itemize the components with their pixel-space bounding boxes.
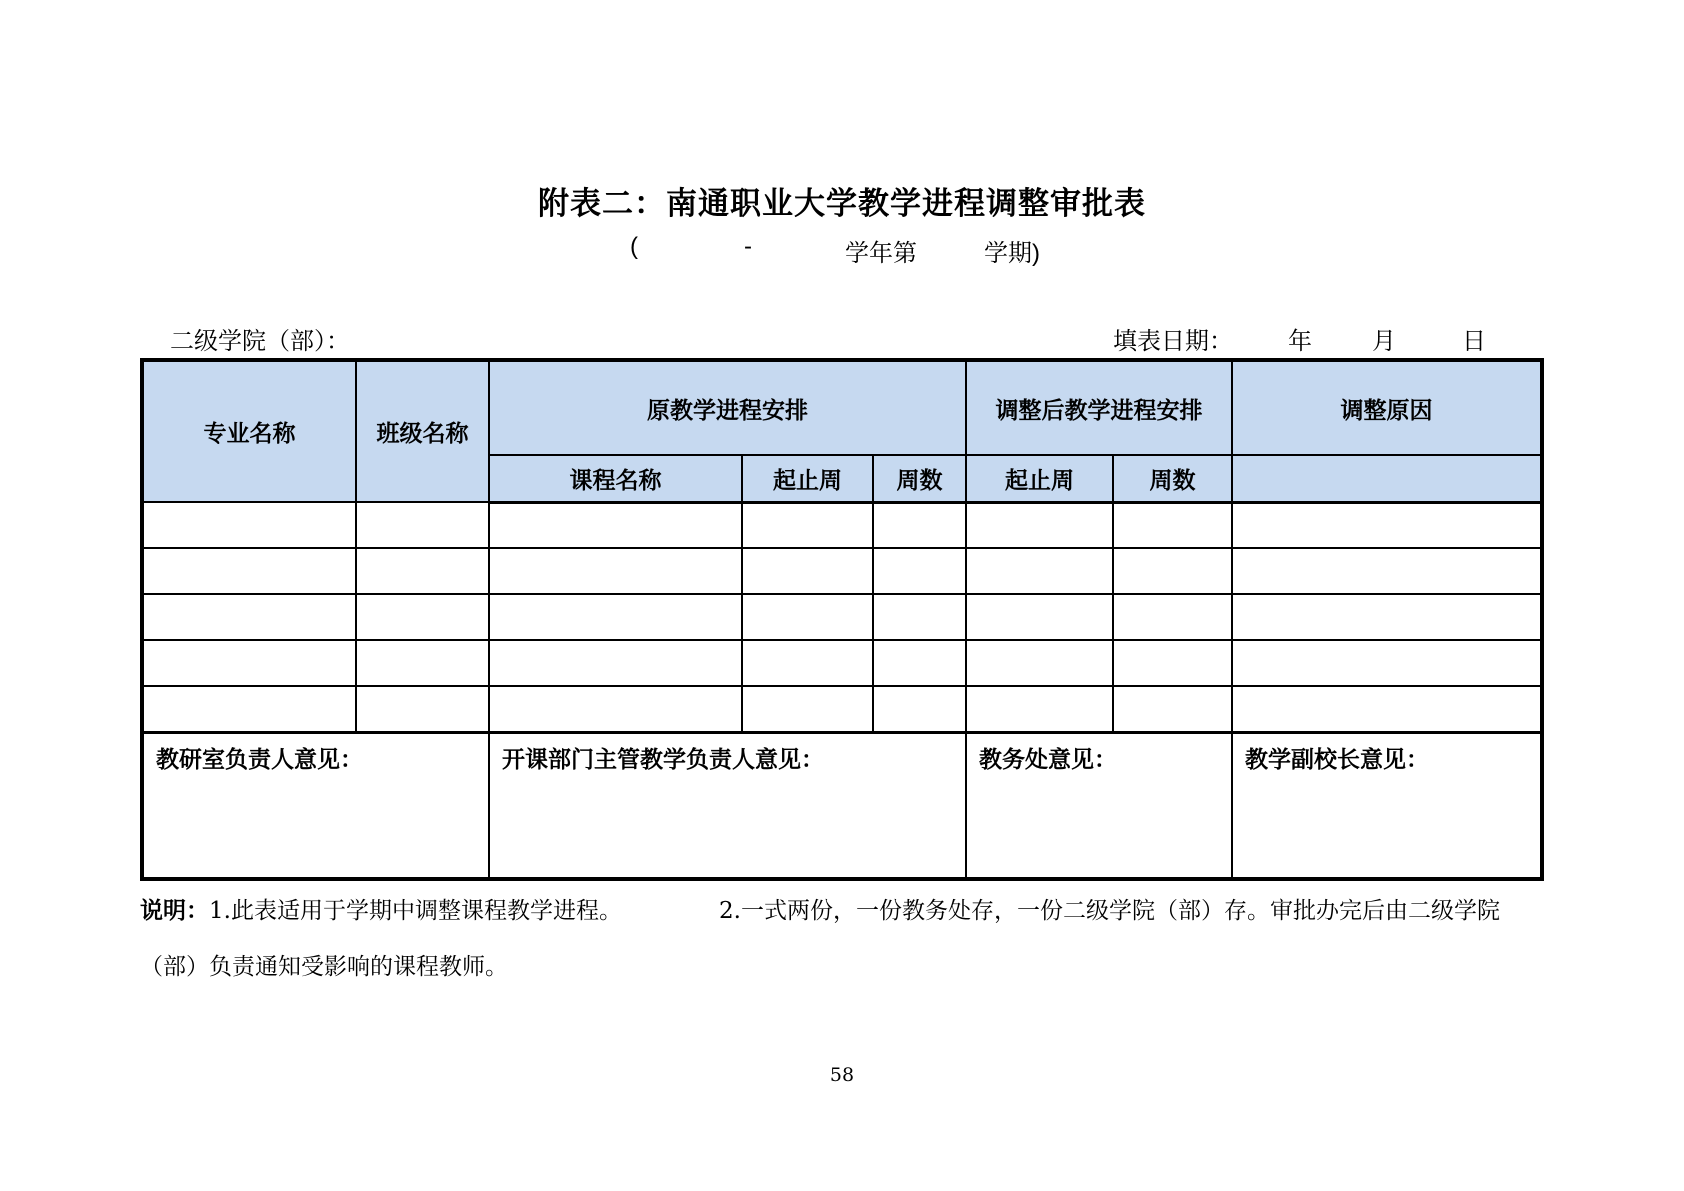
header-start-end-week-original: 起止周 <box>742 455 873 502</box>
empty-cell <box>489 640 742 686</box>
subtitle-semester-label: 学期) <box>984 240 1040 267</box>
empty-cell <box>142 502 356 548</box>
empty-cell <box>966 640 1113 686</box>
empty-cell <box>966 502 1113 548</box>
subtitle-open-paren: ( <box>630 233 638 260</box>
empty-cell <box>356 594 489 640</box>
empty-cell <box>142 640 356 686</box>
empty-cell <box>356 686 489 732</box>
empty-cell <box>742 502 873 548</box>
subtitle-term-label: 学年第 <box>845 240 917 267</box>
empty-cell <box>1113 502 1232 548</box>
empty-cell <box>873 548 966 594</box>
notes-item-2: 2.一式两份，一份教务处存，一份二级学院（部）存。审批办完后由二级学院 <box>719 898 1500 924</box>
empty-cell <box>966 548 1113 594</box>
empty-cell <box>489 594 742 640</box>
empty-cell <box>1232 502 1542 548</box>
empty-cell <box>1113 594 1232 640</box>
empty-cell <box>742 548 873 594</box>
empty-cell <box>356 502 489 548</box>
empty-cell <box>142 686 356 732</box>
empty-cell <box>966 686 1113 732</box>
header-weeks-original: 周数 <box>873 455 966 502</box>
notes-item-1: 1.此表适用于学期中调整课程教学进程。 <box>209 898 622 924</box>
notes-item-2-continued: （部）负责通知受影响的课程教师。 <box>140 954 508 980</box>
empty-cell <box>142 548 356 594</box>
empty-cell <box>742 594 873 640</box>
header-start-end-week-adjusted: 起止周 <box>966 455 1113 502</box>
header-original-schedule: 原教学进程安排 <box>489 360 966 455</box>
empty-cell <box>1113 548 1232 594</box>
empty-cell <box>1113 686 1232 732</box>
page-title: 附表二：南通职业大学教学进程调整审批表 <box>538 186 1146 221</box>
empty-cell <box>1232 640 1542 686</box>
empty-cell <box>873 594 966 640</box>
empty-cell <box>1113 640 1232 686</box>
fill-date-label: 填表日期： <box>1113 328 1233 355</box>
header-adjusted-schedule: 调整后教学进程安排 <box>966 360 1232 455</box>
subtitle-dash: - <box>744 233 752 260</box>
opinion-vice-president: 教学副校长意见： <box>1232 732 1542 879</box>
college-label: 二级学院（部）： <box>170 328 350 355</box>
empty-cell <box>966 594 1113 640</box>
empty-cell <box>489 548 742 594</box>
header-reason: 调整原因 <box>1232 360 1542 455</box>
header-reason-subcell <box>1232 455 1542 502</box>
empty-cell <box>489 502 742 548</box>
empty-cell <box>356 640 489 686</box>
empty-cell <box>356 548 489 594</box>
header-weeks-adjusted: 周数 <box>1113 455 1232 502</box>
notes-label: 说明： <box>140 897 209 924</box>
year-label: 年 <box>1288 328 1312 355</box>
empty-cell <box>873 640 966 686</box>
empty-cell <box>1232 686 1542 732</box>
header-course-name: 课程名称 <box>489 455 742 502</box>
opinion-course-department: 开课部门主管教学负责人意见： <box>489 732 966 879</box>
opinion-teaching-research-office: 教研室负责人意见： <box>142 732 489 879</box>
opinion-academic-affairs: 教务处意见： <box>966 732 1232 879</box>
notes-line-1 <box>140 892 622 925</box>
empty-cell <box>489 686 742 732</box>
month-label: 月 <box>1372 328 1396 355</box>
empty-cell <box>1232 594 1542 640</box>
approval-form-table <box>140 358 1544 881</box>
empty-cell <box>873 686 966 732</box>
header-major: 专业名称 <box>142 360 356 502</box>
empty-cell <box>742 686 873 732</box>
empty-cell <box>142 594 356 640</box>
empty-cell <box>742 640 873 686</box>
page-number: 58 <box>829 1064 855 1086</box>
empty-cell <box>1232 548 1542 594</box>
day-label: 日 <box>1462 328 1486 355</box>
header-class-name: 班级名称 <box>356 360 489 502</box>
empty-cell <box>873 502 966 548</box>
